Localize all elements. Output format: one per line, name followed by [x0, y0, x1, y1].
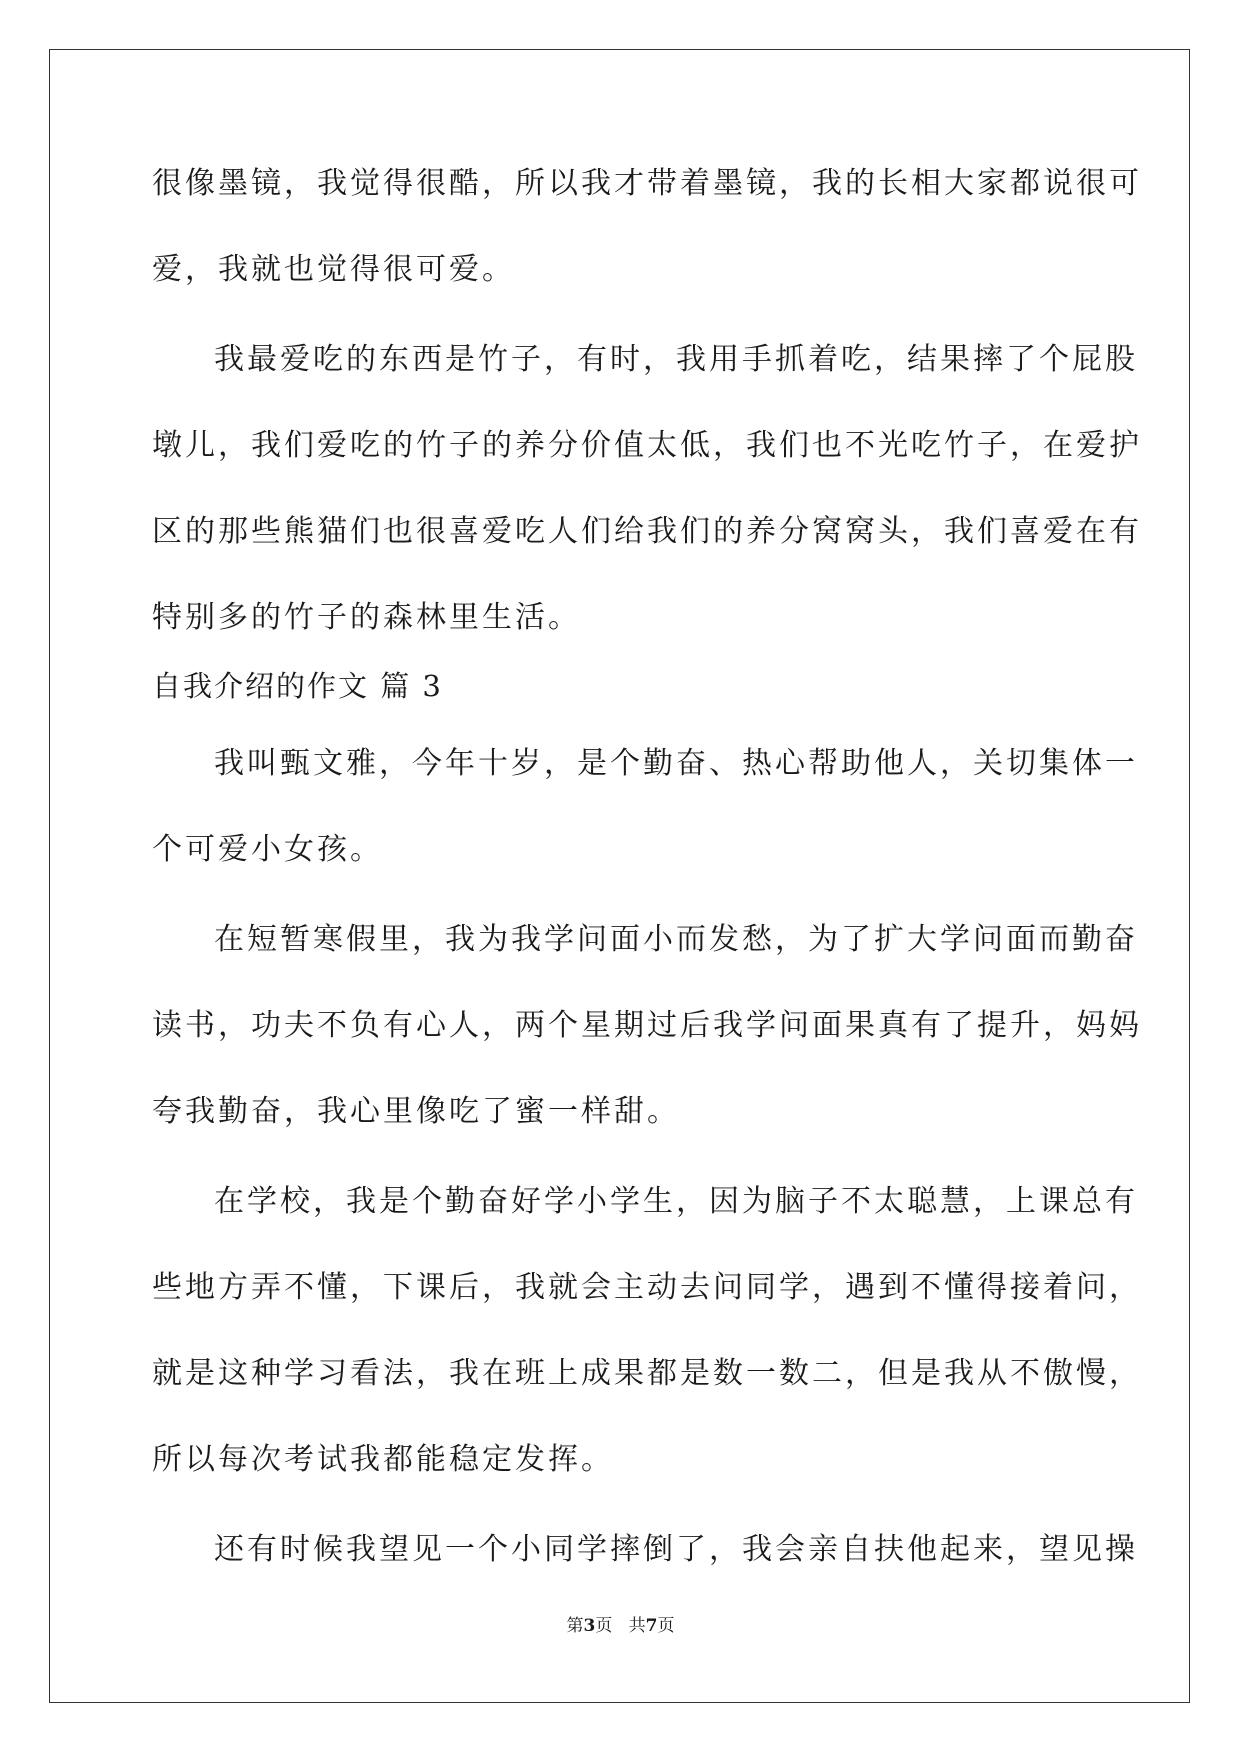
page-current: 3 — [583, 1616, 596, 1636]
page-suffix: 页 — [595, 1616, 613, 1636]
paragraph-line: 我最爱吃的东西是竹子，有时，我用手抓着吃，结果摔了个屁股 — [214, 342, 1138, 377]
paragraph-line: 在短暂寒假里，我为我学问面小而发愁，为了扩大学问面而勤奋 — [214, 922, 1138, 957]
text-line: 就是这种学习看法，我在班上成果都是数一数二，但是我从不傲慢， — [152, 1356, 1142, 1391]
page-footer — [0, 1614, 1241, 1638]
text-line: 所以每次考试我都能稳定发挥。 — [152, 1442, 614, 1477]
page-total: 7 — [645, 1616, 658, 1636]
text-line: 夸我勤奋，我心里像吃了蜜一样甜。 — [152, 1094, 680, 1129]
section-heading: 自我介绍的作文 篇 3 — [152, 669, 443, 703]
text-line: 些地方弄不懂，下课后，我就会主动去问同学，遇到不懂得接着问， — [152, 1270, 1142, 1305]
total-suffix: 页 — [657, 1616, 675, 1636]
text-line: 个可爱小女孩。 — [152, 832, 383, 867]
text-line: 墩儿，我们爱吃的竹子的养分价值太低，我们也不光吃竹子，在爱护 — [152, 428, 1142, 463]
text-line: 爱，我就也觉得很可爱。 — [152, 252, 515, 287]
text-line: 很像墨镜，我觉得很酷，所以我才带着墨镜，我的长相大家都说很可 — [152, 166, 1142, 201]
paragraph-line: 在学校，我是个勤奋好学小学生，因为脑子不太聪慧，上课总有 — [214, 1184, 1138, 1219]
text-line: 区的那些熊猫们也很喜爱吃人们给我们的养分窝窝头，我们喜爱在有 — [152, 514, 1142, 549]
text-line: 读书，功夫不负有心人，两个星期过后我学问面果真有了提升，妈妈 — [152, 1008, 1142, 1043]
total-prefix: 共 — [628, 1616, 646, 1636]
text-line: 特别多的竹子的森林里生活。 — [152, 600, 581, 635]
page-prefix: 第 — [566, 1616, 584, 1636]
paragraph-line: 还有时候我望见一个小同学摔倒了，我会亲自扶他起来，望见操 — [214, 1532, 1138, 1567]
paragraph-line: 我叫甄文雅，今年十岁，是个勤奋、热心帮助他人，关切集体一 — [214, 746, 1138, 781]
